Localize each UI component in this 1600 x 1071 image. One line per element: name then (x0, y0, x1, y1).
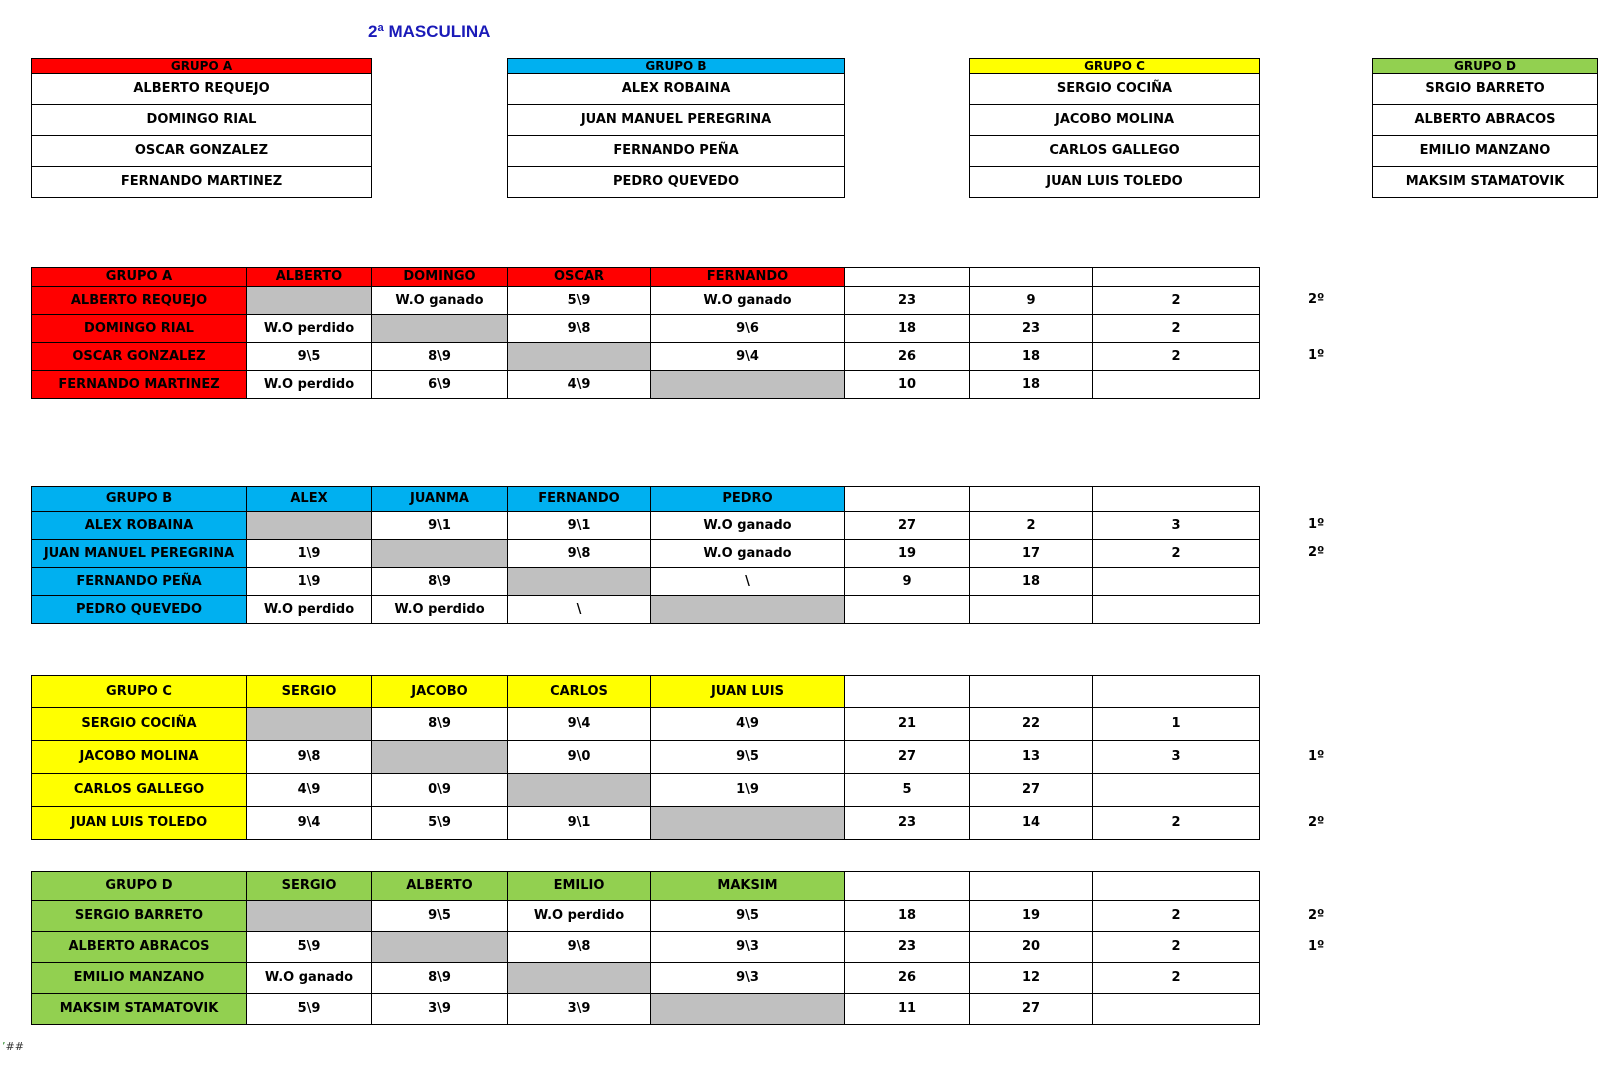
match-result-cell: 9\3 (651, 932, 845, 963)
match-result-cell: 6\9 (372, 371, 508, 399)
table-row (32, 932, 1260, 963)
column-header-cell: FERNANDO (508, 487, 651, 512)
stat-cell: 2 (1093, 901, 1260, 932)
group-header-cell: GRUPO A (32, 268, 247, 287)
group-b-results-table (31, 486, 1260, 624)
stat-cell: 18 (970, 371, 1093, 399)
list-item: SERGIO COCIÑA (970, 74, 1260, 105)
player-name-cell: JUAN MANUEL PEREGRINA (32, 540, 247, 568)
column-header-cell: DOMINGO (372, 268, 508, 287)
match-result-cell: 9\3 (651, 963, 845, 994)
player-name-cell: CARLOS GALLEGO (32, 774, 247, 807)
match-result-cell: 9\4 (508, 708, 651, 741)
stat-cell: 2 (1093, 963, 1260, 994)
match-result-cell: 1\9 (247, 568, 372, 596)
match-result-cell: 1\9 (651, 774, 845, 807)
stat-cell: 17 (970, 540, 1093, 568)
group-b-list (507, 58, 845, 198)
group-a-results-table (31, 267, 1260, 399)
stat-cell (1093, 568, 1260, 596)
match-result-cell: 9\5 (247, 343, 372, 371)
group-header-cell: GRUPO B (32, 487, 247, 512)
match-result-cell: 9\1 (508, 512, 651, 540)
column-header-cell (970, 487, 1093, 512)
match-result-cell: 9\4 (651, 343, 845, 371)
column-header-cell: MAKSIM (651, 872, 845, 901)
table-row (32, 568, 1260, 596)
match-result-cell: 9\1 (508, 807, 651, 840)
match-result-cell: 9\8 (508, 932, 651, 963)
match-result-cell: W.O ganado (372, 287, 508, 315)
stat-cell: 27 (970, 994, 1093, 1025)
column-header-cell: FERNANDO (651, 268, 845, 287)
stat-cell (970, 596, 1093, 624)
stat-cell: 10 (845, 371, 970, 399)
table-row (32, 994, 1260, 1025)
footer-text: ## (5, 1040, 24, 1053)
stat-cell: 19 (970, 901, 1093, 932)
stat-cell: 5 (845, 774, 970, 807)
player-name-cell: EMILIO MANZANO (32, 963, 247, 994)
column-header-cell (845, 487, 970, 512)
table-row (32, 315, 1260, 343)
match-result-cell: W.O perdido (247, 315, 372, 343)
player-name-cell: ALEX ROBAINA (32, 512, 247, 540)
stat-cell: 2 (1093, 540, 1260, 568)
stat-cell: 2 (1093, 315, 1260, 343)
ranking-label: 2º (1308, 814, 1325, 830)
stat-cell: 18 (845, 901, 970, 932)
table-row (32, 540, 1260, 568)
player-name-cell: FERNANDO MARTINEZ (32, 371, 247, 399)
group-a-list-header: GRUPO A (32, 59, 372, 74)
table-header-row (32, 676, 1260, 708)
blank-cell (651, 994, 845, 1025)
stat-cell: 27 (845, 512, 970, 540)
column-header-cell: CARLOS (508, 676, 651, 708)
player-name-cell: DOMINGO RIAL (32, 315, 247, 343)
stat-cell (1093, 596, 1260, 624)
stat-cell: 22 (970, 708, 1093, 741)
column-header-cell: JUAN LUIS (651, 676, 845, 708)
stat-cell: 18 (845, 315, 970, 343)
table-row (32, 287, 1260, 315)
match-result-cell: 1\9 (247, 540, 372, 568)
match-result-cell: 3\9 (372, 994, 508, 1025)
group-d-list (1372, 58, 1598, 198)
match-result-cell: W.O perdido (247, 596, 372, 624)
match-result-cell: 9\5 (651, 741, 845, 774)
list-item: MAKSIM STAMATOVIK (1373, 167, 1598, 198)
match-result-cell: W.O perdido (508, 901, 651, 932)
list-item: JUAN LUIS TOLEDO (970, 167, 1260, 198)
column-header-cell (1093, 487, 1260, 512)
list-item: OSCAR GONZALEZ (32, 136, 372, 167)
blank-cell (372, 540, 508, 568)
list-item: FERNANDO PEÑA (508, 136, 845, 167)
column-header-cell: ALBERTO (372, 872, 508, 901)
stat-cell: 26 (845, 963, 970, 994)
stat-cell: 3 (1093, 512, 1260, 540)
match-result-cell: 9\1 (372, 512, 508, 540)
match-result-cell: 8\9 (372, 568, 508, 596)
column-header-cell (845, 268, 970, 287)
stat-cell: 2 (1093, 932, 1260, 963)
column-header-cell: PEDRO (651, 487, 845, 512)
player-name-cell: PEDRO QUEVEDO (32, 596, 247, 624)
list-item: CARLOS GALLEGO (970, 136, 1260, 167)
column-header-cell: JUANMA (372, 487, 508, 512)
blank-cell (651, 371, 845, 399)
match-result-cell: W.O ganado (651, 512, 845, 540)
player-name-cell: MAKSIM STAMATOVIK (32, 994, 247, 1025)
match-result-cell: 5\9 (247, 994, 372, 1025)
blank-cell (651, 807, 845, 840)
ranking-label: 1º (1308, 348, 1325, 363)
stat-cell (1093, 994, 1260, 1025)
column-header-cell (845, 872, 970, 901)
column-header-cell: JACOBO (372, 676, 508, 708)
player-name-cell: JACOBO MOLINA (32, 741, 247, 774)
ranking-label: 2º (1308, 292, 1325, 307)
footer-mark: ʼ (2, 1040, 6, 1053)
page-title: 2ª MASCULINA (368, 22, 491, 41)
stat-cell: 19 (845, 540, 970, 568)
match-result-cell: 5\9 (508, 287, 651, 315)
table-header-row (32, 268, 1260, 287)
match-result-cell: 9\5 (372, 901, 508, 932)
stat-cell: 20 (970, 932, 1093, 963)
column-header-cell: SERGIO (247, 872, 372, 901)
group-header-cell: GRUPO C (32, 676, 247, 708)
list-item: DOMINGO RIAL (32, 105, 372, 136)
stat-cell (845, 596, 970, 624)
column-header-cell (970, 676, 1093, 708)
group-b-list-header: GRUPO B (508, 59, 845, 74)
stat-cell: 3 (1093, 741, 1260, 774)
stat-cell: 9 (970, 287, 1093, 315)
column-header-cell (1093, 268, 1260, 287)
blank-cell (508, 963, 651, 994)
blank-cell (508, 774, 651, 807)
group-d-list-header: GRUPO D (1373, 59, 1598, 74)
ranking-label: 1º (1308, 748, 1325, 764)
group-a-list (31, 58, 372, 198)
player-name-cell: SERGIO COCIÑA (32, 708, 247, 741)
match-result-cell: 9\5 (651, 901, 845, 932)
match-result-cell: W.O ganado (247, 963, 372, 994)
table-header-row (32, 487, 1260, 512)
column-header-cell: EMILIO (508, 872, 651, 901)
stat-cell (1093, 371, 1260, 399)
table-row (32, 512, 1260, 540)
match-result-cell: 4\9 (508, 371, 651, 399)
player-name-cell: SERGIO BARRETO (32, 901, 247, 932)
group-d-results-table (31, 871, 1260, 1025)
stat-cell: 2 (1093, 807, 1260, 840)
stat-cell: 27 (970, 774, 1093, 807)
match-result-cell: W.O perdido (247, 371, 372, 399)
stat-cell: 23 (845, 932, 970, 963)
column-header-cell: ALEX (247, 487, 372, 512)
stat-cell: 1 (1093, 708, 1260, 741)
stat-cell: 23 (845, 807, 970, 840)
table-row (32, 371, 1260, 399)
match-result-cell: 5\9 (372, 807, 508, 840)
match-result-cell: 4\9 (247, 774, 372, 807)
list-item: SRGIO BARRETO (1373, 74, 1598, 105)
match-result-cell: 4\9 (651, 708, 845, 741)
list-item: PEDRO QUEVEDO (508, 167, 845, 198)
match-result-cell: 8\9 (372, 963, 508, 994)
blank-cell (247, 708, 372, 741)
match-result-cell: 9\6 (651, 315, 845, 343)
match-result-cell: 0\9 (372, 774, 508, 807)
stat-cell: 26 (845, 343, 970, 371)
blank-cell (247, 287, 372, 315)
table-row (32, 963, 1260, 994)
stat-cell: 13 (970, 741, 1093, 774)
ranking-label: 2º (1308, 545, 1325, 560)
blank-cell (247, 512, 372, 540)
list-item: JACOBO MOLINA (970, 105, 1260, 136)
table-row (32, 596, 1260, 624)
column-header-cell (1093, 872, 1260, 901)
stat-cell: 21 (845, 708, 970, 741)
match-result-cell: 9\4 (247, 807, 372, 840)
stat-cell: 23 (845, 287, 970, 315)
match-result-cell: \ (651, 568, 845, 596)
match-result-cell: 9\8 (508, 540, 651, 568)
ranking-label: 1º (1308, 938, 1325, 954)
group-c-list-header: GRUPO C (970, 59, 1260, 74)
group-header-cell: GRUPO D (32, 872, 247, 901)
table-row (32, 708, 1260, 741)
table-row (32, 343, 1260, 371)
stat-cell: 12 (970, 963, 1093, 994)
table-row (32, 807, 1260, 840)
match-result-cell: 3\9 (508, 994, 651, 1025)
player-name-cell: FERNANDO PEÑA (32, 568, 247, 596)
blank-cell (508, 343, 651, 371)
stat-cell: 18 (970, 343, 1093, 371)
match-result-cell: 5\9 (247, 932, 372, 963)
list-item: FERNANDO MARTINEZ (32, 167, 372, 198)
footer-note (2, 1040, 24, 1053)
player-name-cell: ALBERTO ABRACOS (32, 932, 247, 963)
match-result-cell: W.O ganado (651, 540, 845, 568)
list-item: JUAN MANUEL PEREGRINA (508, 105, 845, 136)
list-item: ALBERTO ABRACOS (1373, 105, 1598, 136)
blank-cell (247, 901, 372, 932)
blank-cell (508, 568, 651, 596)
player-name-cell: OSCAR GONZALEZ (32, 343, 247, 371)
stat-cell: 2 (1093, 343, 1260, 371)
column-header-cell: SERGIO (247, 676, 372, 708)
blank-cell (651, 596, 845, 624)
ranking-label: 1º (1308, 517, 1325, 532)
match-result-cell: 9\8 (508, 315, 651, 343)
stat-cell: 9 (845, 568, 970, 596)
stat-cell: 18 (970, 568, 1093, 596)
stat-cell: 2 (970, 512, 1093, 540)
list-item: EMILIO MANZANO (1373, 136, 1598, 167)
player-name-cell: JUAN LUIS TOLEDO (32, 807, 247, 840)
match-result-cell: 9\8 (247, 741, 372, 774)
list-item: ALBERTO REQUEJO (32, 74, 372, 105)
match-result-cell: \ (508, 596, 651, 624)
match-result-cell: 8\9 (372, 343, 508, 371)
stat-cell: 11 (845, 994, 970, 1025)
column-header-cell (845, 676, 970, 708)
blank-cell (372, 741, 508, 774)
stat-cell (1093, 774, 1260, 807)
group-c-list (969, 58, 1260, 198)
column-header-cell (970, 268, 1093, 287)
table-row (32, 774, 1260, 807)
blank-cell (372, 932, 508, 963)
ranking-label: 2º (1308, 907, 1325, 923)
match-result-cell: 9\0 (508, 741, 651, 774)
table-row (32, 901, 1260, 932)
table-row (32, 741, 1260, 774)
stat-cell: 14 (970, 807, 1093, 840)
list-item: ALEX ROBAINA (508, 74, 845, 105)
group-c-results-table (31, 675, 1260, 840)
stat-cell: 23 (970, 315, 1093, 343)
match-result-cell: W.O perdido (372, 596, 508, 624)
stat-cell: 2 (1093, 287, 1260, 315)
column-header-cell: OSCAR (508, 268, 651, 287)
column-header-cell: ALBERTO (247, 268, 372, 287)
column-header-cell (1093, 676, 1260, 708)
match-result-cell: 8\9 (372, 708, 508, 741)
blank-cell (372, 315, 508, 343)
match-result-cell: W.O ganado (651, 287, 845, 315)
column-header-cell (970, 872, 1093, 901)
table-header-row (32, 872, 1260, 901)
stat-cell: 27 (845, 741, 970, 774)
player-name-cell: ALBERTO REQUEJO (32, 287, 247, 315)
